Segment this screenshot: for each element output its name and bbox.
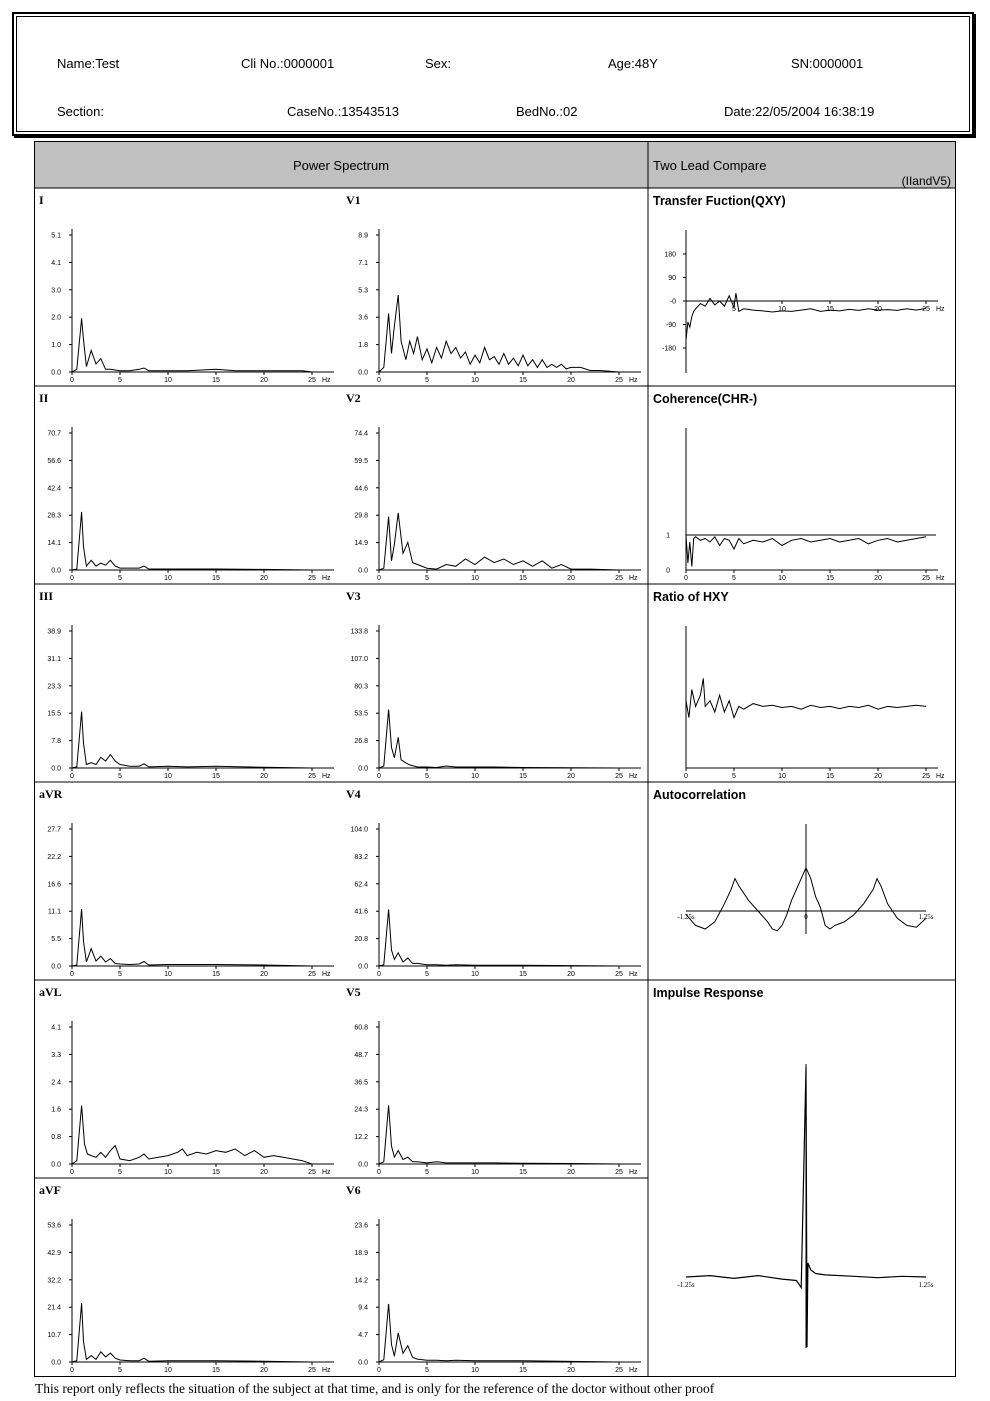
report-svg bbox=[34, 141, 956, 1377]
y-tick-label: 0.0 bbox=[358, 369, 368, 377]
y-tick-label: 0.0 bbox=[51, 567, 61, 575]
spectrum-series-v6 bbox=[379, 1304, 619, 1362]
y-tick-label: 53.5 bbox=[354, 710, 368, 718]
y-tick-label: 12.2 bbox=[354, 1134, 368, 1142]
spectrum-series-v2 bbox=[379, 513, 619, 570]
x-tick-label: 0 bbox=[70, 1169, 74, 1176]
x-tick-label: 20 bbox=[260, 377, 268, 384]
y-tick-label: 5.1 bbox=[51, 232, 61, 240]
y-tick-label: 41.6 bbox=[354, 908, 368, 916]
x-tick-label: 5 bbox=[118, 773, 122, 780]
y-tick-label: 80.3 bbox=[354, 683, 368, 691]
coherence-series bbox=[686, 535, 926, 567]
y-tick-label: 0.0 bbox=[358, 963, 368, 971]
x-unit-label: Hz bbox=[629, 1367, 638, 1374]
x-tick-label: 5 bbox=[732, 306, 736, 313]
x-tick-label: 25 bbox=[615, 377, 623, 384]
x-tick-label: 25 bbox=[615, 1169, 623, 1176]
y-tick-label: 14.2 bbox=[354, 1277, 368, 1285]
y-tick-label: 23.6 bbox=[354, 1222, 368, 1230]
y-tick-label: 10.7 bbox=[47, 1332, 61, 1340]
x-tick-label: 5 bbox=[425, 971, 429, 978]
y-tick-label: 44.6 bbox=[354, 485, 368, 493]
lead-label-ii: II bbox=[39, 391, 49, 405]
y-tick-label: 62.4 bbox=[354, 881, 368, 889]
x-tick-label: 0 bbox=[70, 1367, 74, 1374]
x-tick-label: 0 bbox=[804, 913, 808, 921]
spectrum-chart-v3 bbox=[346, 589, 641, 780]
x-tick-label: 20 bbox=[874, 306, 882, 313]
x-unit-label: Hz bbox=[629, 971, 638, 978]
x-tick-label: 0 bbox=[377, 971, 381, 978]
x-tick-label: 25 bbox=[922, 306, 930, 313]
spectrum-series-avr bbox=[72, 909, 312, 966]
disclaimer: This report only reflects the situation of the subject at that time, and is only for the reference of the doctor without other proof bbox=[35, 1381, 715, 1396]
x-tick-label: 1.25s bbox=[918, 1281, 934, 1289]
y-tick-label: 42.4 bbox=[47, 485, 61, 493]
x-tick-label: 25 bbox=[308, 377, 316, 384]
y-tick-label: 3.3 bbox=[51, 1051, 61, 1059]
x-tick-label: 20 bbox=[260, 1169, 268, 1176]
lead-label-iii: III bbox=[39, 589, 54, 603]
x-tick-label: 10 bbox=[471, 377, 479, 384]
x-tick-label: 20 bbox=[260, 1367, 268, 1374]
y-tick-label: 22.2 bbox=[47, 853, 61, 861]
section: Section: bbox=[57, 104, 104, 119]
y-tick-label: 90 bbox=[668, 275, 676, 282]
x-tick-label: 25 bbox=[922, 575, 930, 582]
y-tick-label: 0.0 bbox=[51, 1161, 61, 1169]
y-tick-label: 4.1 bbox=[51, 259, 61, 267]
x-tick-label: 5 bbox=[118, 971, 122, 978]
report-grid bbox=[34, 141, 956, 1377]
x-tick-label: 25 bbox=[615, 773, 623, 780]
x-tick-label: 5 bbox=[425, 377, 429, 384]
lead-label-v2: V2 bbox=[346, 391, 361, 405]
y-tick-label: 26.8 bbox=[354, 738, 368, 746]
y-tick-label: 42.9 bbox=[47, 1249, 61, 1257]
x-tick-label: 15 bbox=[826, 773, 834, 780]
y-tick-label: 5.3 bbox=[358, 287, 368, 295]
y-tick-label: 14.9 bbox=[354, 540, 368, 548]
x-tick-label: 10 bbox=[778, 773, 786, 780]
y-tick-label: 1 bbox=[666, 532, 670, 540]
x-tick-label: 25 bbox=[615, 575, 623, 582]
y-tick-label: -180 bbox=[661, 345, 676, 353]
y-tick-label: 27.7 bbox=[47, 826, 61, 834]
spectrum-chart-v4 bbox=[346, 787, 641, 978]
x-unit-label: Hz bbox=[322, 971, 331, 978]
x-tick-label: 5 bbox=[425, 575, 429, 582]
spectrum-chart-iii bbox=[39, 589, 334, 780]
x-tick-label: 20 bbox=[567, 1367, 575, 1374]
y-tick-label: 59.5 bbox=[354, 457, 368, 465]
y-tick-label: 70.7 bbox=[47, 430, 61, 438]
y-tick-label: 4.1 bbox=[51, 1024, 61, 1032]
x-tick-label: 0 bbox=[377, 773, 381, 780]
y-tick-label: 180 bbox=[664, 251, 676, 259]
y-tick-label: 0.0 bbox=[358, 1359, 368, 1367]
x-tick-label: 0 bbox=[70, 773, 74, 780]
x-tick-label: 10 bbox=[164, 971, 172, 978]
y-tick-label: 56.6 bbox=[47, 457, 61, 465]
x-tick-label: 10 bbox=[778, 306, 786, 313]
y-tick-label: 7.8 bbox=[51, 738, 61, 746]
lead-pair-label: (IIandV5) bbox=[901, 174, 951, 188]
y-tick-label: 7.1 bbox=[358, 259, 368, 267]
x-tick-label: 20 bbox=[874, 773, 882, 780]
spectrum-series-ii bbox=[72, 512, 312, 570]
y-tick-label: 1.6 bbox=[51, 1106, 61, 1114]
transfer-function-series bbox=[686, 293, 926, 340]
record-date: Date:22/05/2004 16:38:19 bbox=[724, 104, 875, 119]
spectrum-series-avf bbox=[72, 1303, 312, 1362]
y-tick-label: 0.0 bbox=[51, 369, 61, 377]
x-tick-label: 15 bbox=[212, 1169, 220, 1176]
y-tick-label: 28.3 bbox=[47, 512, 61, 520]
x-tick-label: 20 bbox=[567, 1169, 575, 1176]
lead-label-avl: aVL bbox=[39, 985, 62, 999]
y-tick-label: 83.2 bbox=[354, 853, 368, 861]
spectrum-chart-v2 bbox=[346, 391, 641, 582]
lead-label-v1: V1 bbox=[346, 193, 361, 207]
x-tick-label: 15 bbox=[826, 575, 834, 582]
coherence-title: Coherence(CHR-) bbox=[653, 392, 758, 406]
y-tick-label: 16.6 bbox=[47, 881, 61, 889]
spectrum-chart-avf bbox=[39, 1183, 334, 1374]
x-tick-label: 0 bbox=[377, 1169, 381, 1176]
spectrum-chart-avr bbox=[39, 787, 334, 978]
x-tick-label: 20 bbox=[260, 773, 268, 780]
x-tick-label: 20 bbox=[567, 773, 575, 780]
x-tick-label: 10 bbox=[164, 1169, 172, 1176]
bed-number: BedNo.:02 bbox=[516, 104, 578, 119]
x-unit-label: Hz bbox=[629, 377, 638, 384]
x-tick-label: 15 bbox=[212, 575, 220, 582]
x-tick-label: 20 bbox=[567, 377, 575, 384]
y-tick-label: 15.5 bbox=[47, 710, 61, 718]
header-band bbox=[34, 141, 956, 188]
patient-info-box bbox=[12, 12, 974, 136]
coherence-chart bbox=[666, 428, 945, 582]
spectrum-series-avl bbox=[72, 1106, 312, 1165]
y-tick-label: 29.8 bbox=[354, 512, 368, 520]
patient-age: Age:48Y bbox=[608, 56, 658, 71]
ratio-title: Ratio of HXY bbox=[653, 590, 729, 604]
x-tick-label: 15 bbox=[519, 377, 527, 384]
x-tick-label: -1.25s bbox=[677, 913, 695, 921]
y-tick-label: 0.8 bbox=[51, 1134, 61, 1142]
spectrum-chart-v5 bbox=[346, 985, 641, 1176]
y-tick-label: 36.5 bbox=[354, 1079, 368, 1087]
spectrum-series-v3 bbox=[379, 710, 619, 768]
spectrum-series-v5 bbox=[379, 1105, 619, 1164]
x-unit-label: Hz bbox=[936, 773, 945, 780]
x-tick-label: 15 bbox=[519, 1367, 527, 1374]
patient-sex: Sex: bbox=[425, 56, 452, 71]
x-unit-label: Hz bbox=[629, 575, 638, 582]
x-unit-label: Hz bbox=[936, 575, 945, 582]
y-tick-label: 0.0 bbox=[51, 1359, 61, 1367]
x-tick-label: 10 bbox=[471, 1367, 479, 1374]
y-tick-label: 133.8 bbox=[350, 628, 368, 636]
spectrum-series-v1 bbox=[379, 295, 619, 372]
lead-label-v5: V5 bbox=[346, 985, 361, 999]
y-tick-label: 1.0 bbox=[51, 342, 61, 350]
x-tick-label: 15 bbox=[519, 971, 527, 978]
x-tick-label: 15 bbox=[212, 1367, 220, 1374]
y-tick-label: -90 bbox=[665, 322, 676, 329]
lead-label-v6: V6 bbox=[346, 1183, 361, 1197]
x-tick-label: 15 bbox=[519, 773, 527, 780]
x-unit-label: Hz bbox=[322, 1367, 331, 1374]
x-tick-label: 25 bbox=[308, 1169, 316, 1176]
y-tick-label: 32.2 bbox=[47, 1277, 61, 1285]
x-unit-label: Hz bbox=[629, 1169, 638, 1176]
y-tick-label: 21.4 bbox=[47, 1304, 61, 1312]
y-tick-label: 0.0 bbox=[358, 567, 368, 575]
y-tick-label: 20.8 bbox=[354, 936, 368, 944]
y-tick-label: 0.0 bbox=[51, 963, 61, 971]
y-tick-label: 0.0 bbox=[358, 1161, 368, 1169]
x-tick-label: 10 bbox=[471, 971, 479, 978]
x-tick-label: -1.25s bbox=[677, 1281, 695, 1289]
lead-label-v4: V4 bbox=[346, 787, 361, 801]
serial-number: SN:0000001 bbox=[791, 56, 864, 71]
x-tick-label: 15 bbox=[826, 306, 834, 313]
x-tick-label: 15 bbox=[212, 773, 220, 780]
x-tick-label: 5 bbox=[118, 1169, 122, 1176]
y-tick-label: 14.1 bbox=[47, 540, 61, 548]
spectrum-chart-ii bbox=[39, 391, 334, 582]
x-tick-label: 0 bbox=[684, 773, 688, 780]
x-tick-label: 25 bbox=[615, 971, 623, 978]
x-tick-label: 5 bbox=[425, 1367, 429, 1374]
x-unit-label: Hz bbox=[629, 773, 638, 780]
lead-label-v3: V3 bbox=[346, 589, 361, 603]
x-tick-label: 15 bbox=[519, 1169, 527, 1176]
x-unit-label: Hz bbox=[936, 306, 945, 313]
y-tick-label: 53.6 bbox=[47, 1222, 61, 1230]
x-tick-label: 25 bbox=[308, 1367, 316, 1374]
y-tick-label: 60.8 bbox=[354, 1024, 368, 1032]
x-tick-label: 0 bbox=[70, 575, 74, 582]
x-tick-label: 15 bbox=[212, 377, 220, 384]
y-tick-label: 2.0 bbox=[51, 314, 61, 322]
x-tick-label: 5 bbox=[425, 773, 429, 780]
x-tick-label: 0 bbox=[70, 971, 74, 978]
x-tick-label: 5 bbox=[118, 1367, 122, 1374]
y-tick-label: 0 bbox=[666, 567, 670, 575]
clinic-number: Cli No.:0000001 bbox=[241, 56, 335, 71]
x-tick-label: 20 bbox=[567, 971, 575, 978]
x-tick-label: 5 bbox=[118, 575, 122, 582]
y-tick-label: 0.0 bbox=[358, 765, 368, 773]
spectrum-series-v4 bbox=[379, 909, 619, 966]
spectrum-chart-v1 bbox=[346, 193, 641, 384]
two-lead-compare-header: Two Lead Compare bbox=[653, 158, 767, 173]
x-tick-label: 0 bbox=[684, 575, 688, 582]
x-tick-label: 20 bbox=[567, 575, 575, 582]
y-tick-label: 4.7 bbox=[358, 1332, 368, 1340]
y-tick-label: 1.8 bbox=[358, 342, 368, 350]
lead-label-avr: aVR bbox=[39, 787, 63, 801]
x-tick-label: 10 bbox=[164, 377, 172, 384]
lead-label-i: I bbox=[39, 193, 44, 207]
x-tick-label: 0 bbox=[377, 1367, 381, 1374]
x-tick-label: 25 bbox=[308, 971, 316, 978]
x-unit-label: Hz bbox=[322, 575, 331, 582]
x-tick-label: 1.25s bbox=[918, 913, 934, 921]
impulse-response-title: Impulse Response bbox=[653, 986, 764, 1000]
x-unit-label: Hz bbox=[322, 1169, 331, 1176]
x-tick-label: 15 bbox=[519, 575, 527, 582]
x-tick-label: 10 bbox=[471, 575, 479, 582]
spectrum-series-i bbox=[72, 318, 312, 372]
spectrum-chart-i bbox=[39, 193, 334, 384]
x-tick-label: 10 bbox=[778, 575, 786, 582]
y-tick-label: 2.4 bbox=[51, 1079, 61, 1087]
y-tick-label: 3.0 bbox=[51, 287, 61, 295]
x-tick-label: 10 bbox=[164, 773, 172, 780]
report-border bbox=[35, 142, 956, 1377]
x-tick-label: 5 bbox=[118, 377, 122, 384]
case-number: CaseNo.:13543513 bbox=[287, 104, 400, 119]
y-tick-label: 31.1 bbox=[47, 655, 61, 663]
y-tick-label: 0.0 bbox=[51, 765, 61, 773]
y-tick-label: 48.7 bbox=[354, 1051, 368, 1059]
y-tick-label: -0 bbox=[669, 298, 676, 306]
y-tick-label: 11.1 bbox=[47, 908, 61, 916]
power-spectrum-header: Power Spectrum bbox=[292, 158, 390, 173]
ratio-series bbox=[686, 678, 926, 717]
y-tick-label: 104.0 bbox=[350, 826, 368, 834]
lead-label-avf: aVF bbox=[39, 1183, 61, 1197]
x-tick-label: 0 bbox=[70, 377, 74, 384]
x-tick-label: 10 bbox=[471, 1169, 479, 1176]
y-tick-label: 18.9 bbox=[354, 1249, 368, 1257]
x-tick-label: 15 bbox=[212, 971, 220, 978]
patient-name: Name:Test bbox=[57, 56, 120, 71]
y-tick-label: 8.9 bbox=[358, 232, 368, 240]
x-tick-label: 25 bbox=[615, 1367, 623, 1374]
x-tick-label: 20 bbox=[260, 971, 268, 978]
x-tick-label: 25 bbox=[922, 773, 930, 780]
spectrum-series-iii bbox=[72, 712, 312, 768]
x-tick-label: 5 bbox=[732, 575, 736, 582]
autocorrelation-chart bbox=[677, 824, 933, 934]
x-tick-label: 10 bbox=[471, 773, 479, 780]
x-tick-label: 10 bbox=[164, 575, 172, 582]
transfer-function-title: Transfer Fuction(QXY) bbox=[653, 194, 786, 208]
x-tick-label: 0 bbox=[377, 377, 381, 384]
x-tick-label: 5 bbox=[732, 773, 736, 780]
spectrum-chart-v6 bbox=[346, 1183, 641, 1374]
y-tick-label: 23.3 bbox=[47, 683, 61, 691]
y-tick-label: 9.4 bbox=[358, 1304, 368, 1312]
y-tick-label: 74.4 bbox=[354, 430, 368, 438]
impulse-response-chart bbox=[677, 1064, 933, 1348]
x-tick-label: 20 bbox=[260, 575, 268, 582]
x-tick-label: 20 bbox=[874, 575, 882, 582]
x-tick-label: 25 bbox=[308, 575, 316, 582]
y-tick-label: 107.0 bbox=[350, 655, 368, 663]
x-tick-label: 25 bbox=[308, 773, 316, 780]
y-tick-label: 38.9 bbox=[47, 628, 61, 636]
x-unit-label: Hz bbox=[322, 773, 331, 780]
transfer-function-chart bbox=[662, 230, 945, 373]
spectrum-chart-avl bbox=[39, 985, 334, 1176]
x-tick-label: 5 bbox=[425, 1169, 429, 1176]
y-tick-label: 24.3 bbox=[354, 1106, 368, 1114]
y-tick-label: 5.5 bbox=[51, 936, 61, 944]
x-unit-label: Hz bbox=[322, 377, 331, 384]
autocorrelation-title: Autocorrelation bbox=[653, 788, 747, 802]
ratio-chart bbox=[684, 626, 945, 780]
x-tick-label: 0 bbox=[377, 575, 381, 582]
y-tick-label: 3.6 bbox=[358, 314, 368, 322]
x-tick-label: 10 bbox=[164, 1367, 172, 1374]
